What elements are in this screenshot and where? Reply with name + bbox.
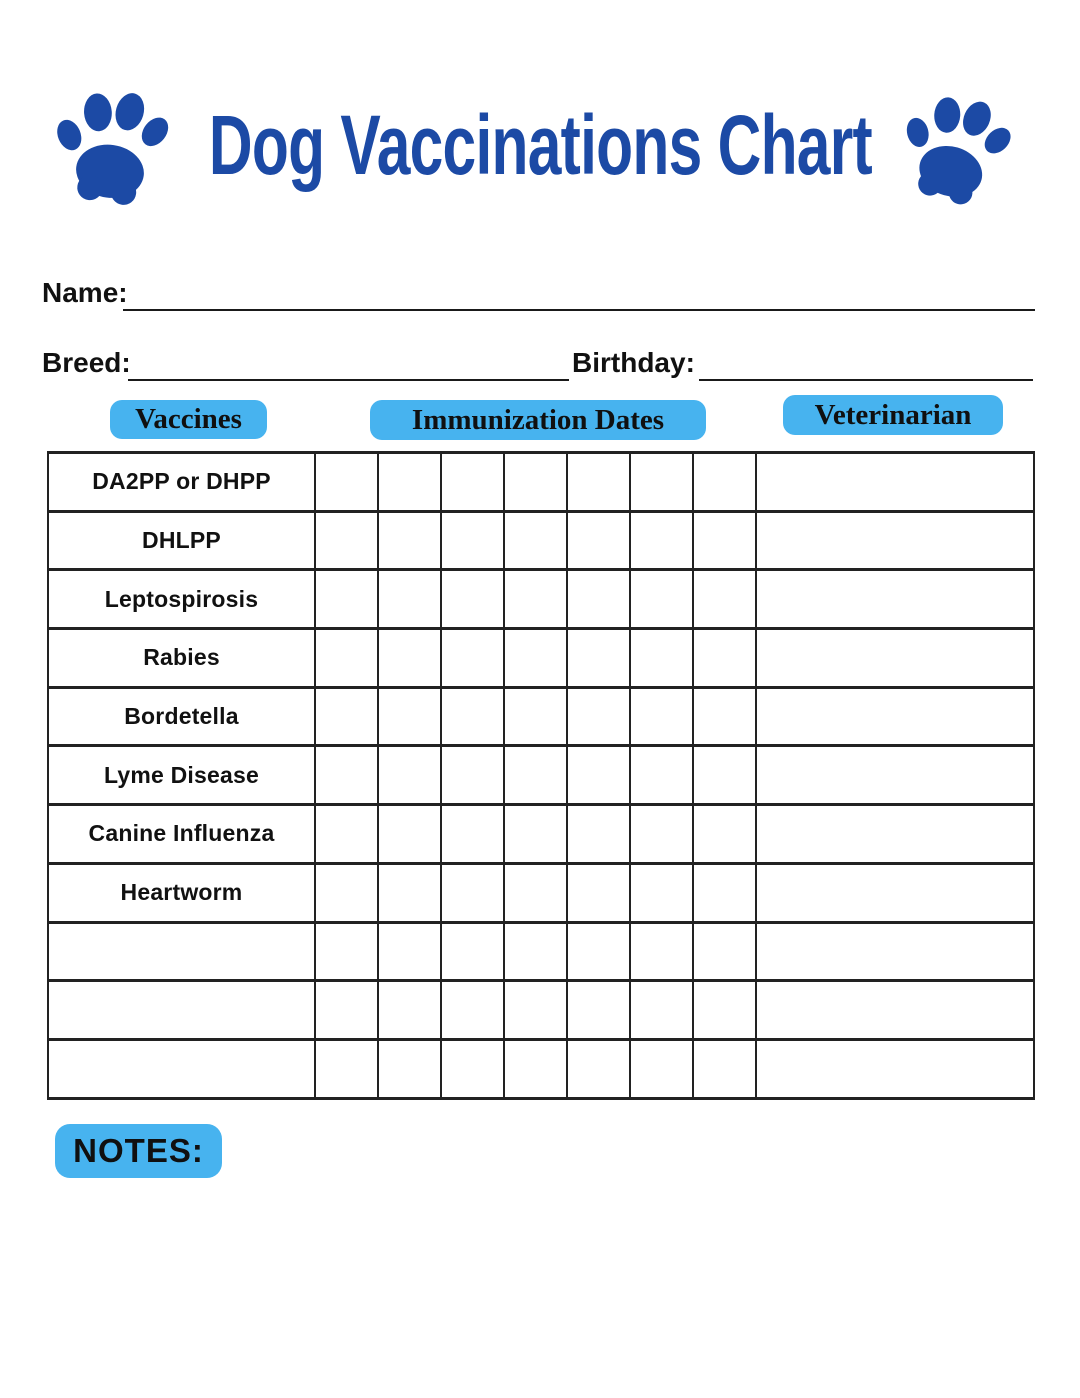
immunization-date-cell (567, 511, 630, 570)
immunization-date-cell (504, 863, 567, 922)
immunization-dates-column-header-label: Immunization Dates (411, 403, 665, 436)
immunization-date-cell (630, 981, 693, 1040)
immunization-date-cell (378, 511, 441, 570)
immunization-date-cell (567, 805, 630, 864)
immunization-date-cell (378, 981, 441, 1040)
immunization-date-cell (441, 687, 504, 746)
immunization-date-cell (567, 746, 630, 805)
immunization-date-cell (441, 1039, 504, 1098)
immunization-date-cell (441, 746, 504, 805)
immunization-date-cell (567, 629, 630, 688)
immunization-date-cell (504, 453, 567, 512)
birthday-write-line (699, 379, 1033, 381)
immunization-date-cell (567, 570, 630, 629)
immunization-date-cell (441, 629, 504, 688)
immunization-date-cell (630, 922, 693, 981)
page-title: Dog Vaccinations Chart (208, 98, 872, 192)
immunization-date-cell (504, 1039, 567, 1098)
immunization-date-cell (693, 981, 756, 1040)
immunization-date-cell (630, 805, 693, 864)
veterinarian-cell (756, 629, 1034, 688)
vaccine-name-cell: Bordetella (48, 687, 315, 746)
notes-label: NOTES: (73, 1132, 204, 1169)
veterinarian-column-header-pill (783, 395, 1003, 435)
name-label: Name: (42, 277, 128, 308)
immunization-date-cell (693, 922, 756, 981)
table-row (48, 981, 1034, 1040)
vaccines-column-header-pill (110, 400, 267, 439)
immunization-date-cell (378, 863, 441, 922)
immunization-date-cell (315, 453, 378, 512)
immunization-date-cell (378, 746, 441, 805)
vaccination-table-body (48, 453, 1034, 1099)
immunization-date-cell (441, 453, 504, 512)
veterinarian-cell (756, 922, 1034, 981)
table-row (48, 1039, 1034, 1098)
veterinarian-cell (756, 687, 1034, 746)
immunization-date-cell (693, 863, 756, 922)
immunization-date-cell (567, 453, 630, 512)
veterinarian-cell (756, 1039, 1034, 1098)
veterinarian-cell (756, 863, 1034, 922)
veterinarian-cell (756, 746, 1034, 805)
immunization-date-cell (630, 863, 693, 922)
immunization-date-cell (315, 687, 378, 746)
veterinarian-cell (756, 511, 1034, 570)
immunization-date-cell (315, 570, 378, 629)
vaccination-table (47, 451, 1035, 1100)
immunization-date-cell (567, 981, 630, 1040)
immunization-date-cell (315, 511, 378, 570)
immunization-date-cell (630, 570, 693, 629)
immunization-date-cell (315, 863, 378, 922)
immunization-date-cell (315, 981, 378, 1040)
vaccine-name-cell: Rabies (48, 629, 315, 688)
immunization-dates-column-header-pill (370, 400, 706, 440)
immunization-date-cell (378, 570, 441, 629)
table-row (48, 629, 1034, 688)
immunization-date-cell (504, 511, 567, 570)
immunization-date-cell (567, 922, 630, 981)
vaccine-name-cell: Heartworm (48, 863, 315, 922)
immunization-date-cell (315, 746, 378, 805)
immunization-date-cell (441, 570, 504, 629)
immunization-date-cell (441, 511, 504, 570)
paw-print-icon-right (880, 68, 1030, 227)
table-row (48, 570, 1034, 629)
name-write-line (123, 309, 1035, 311)
vaccine-name-cell (48, 981, 315, 1040)
immunization-date-cell (441, 805, 504, 864)
immunization-date-cell (693, 805, 756, 864)
immunization-date-cell (693, 687, 756, 746)
immunization-date-cell (504, 629, 567, 688)
immunization-date-cell (630, 453, 693, 512)
immunization-date-cell (630, 746, 693, 805)
veterinarian-column-header-label: Veterinarian (814, 398, 972, 431)
table-row (48, 746, 1034, 805)
immunization-date-cell (378, 687, 441, 746)
immunization-date-cell (504, 981, 567, 1040)
vaccine-name-cell: Lyme Disease (48, 746, 315, 805)
immunization-date-cell (315, 629, 378, 688)
immunization-date-cell (630, 511, 693, 570)
breed-write-line (128, 379, 569, 381)
table-row (48, 453, 1034, 512)
immunization-date-cell (693, 629, 756, 688)
vaccine-name-cell: DA2PP or DHPP (48, 453, 315, 512)
immunization-date-cell (315, 805, 378, 864)
veterinarian-cell (756, 805, 1034, 864)
immunization-date-cell (693, 1039, 756, 1098)
immunization-date-cell (504, 922, 567, 981)
immunization-date-cell (441, 863, 504, 922)
breed-label: Breed: (42, 347, 131, 378)
veterinarian-cell (756, 981, 1034, 1040)
table-row (48, 863, 1034, 922)
immunization-date-cell (378, 805, 441, 864)
immunization-date-cell (693, 511, 756, 570)
immunization-date-cell (567, 863, 630, 922)
immunization-date-cell (630, 629, 693, 688)
immunization-date-cell (378, 922, 441, 981)
immunization-date-cell (441, 981, 504, 1040)
immunization-date-cell (315, 922, 378, 981)
table-row (48, 511, 1034, 570)
immunization-date-cell (504, 805, 567, 864)
immunization-date-cell (378, 1039, 441, 1098)
immunization-date-cell (693, 453, 756, 512)
immunization-date-cell (378, 629, 441, 688)
table-row (48, 805, 1034, 864)
notes-pill (55, 1124, 222, 1178)
immunization-date-cell (630, 1039, 693, 1098)
veterinarian-cell (756, 570, 1034, 629)
birthday-label: Birthday: (572, 347, 695, 378)
immunization-date-cell (504, 746, 567, 805)
immunization-date-cell (441, 922, 504, 981)
vaccine-name-cell: DHLPP (48, 511, 315, 570)
vaccine-name-cell (48, 922, 315, 981)
immunization-date-cell (567, 1039, 630, 1098)
table-row (48, 687, 1034, 746)
vaccine-name-cell: Canine Influenza (48, 805, 315, 864)
immunization-date-cell (693, 746, 756, 805)
veterinarian-cell (756, 453, 1034, 512)
immunization-date-cell (567, 687, 630, 746)
immunization-date-cell (693, 570, 756, 629)
vaccine-name-cell: Leptospirosis (48, 570, 315, 629)
table-row (48, 922, 1034, 981)
vaccine-name-cell (48, 1039, 315, 1098)
immunization-date-cell (378, 453, 441, 512)
immunization-date-cell (315, 1039, 378, 1098)
immunization-date-cell (630, 687, 693, 746)
vaccines-column-header-label: Vaccines (135, 403, 242, 435)
immunization-date-cell (504, 570, 567, 629)
immunization-date-cell (504, 687, 567, 746)
